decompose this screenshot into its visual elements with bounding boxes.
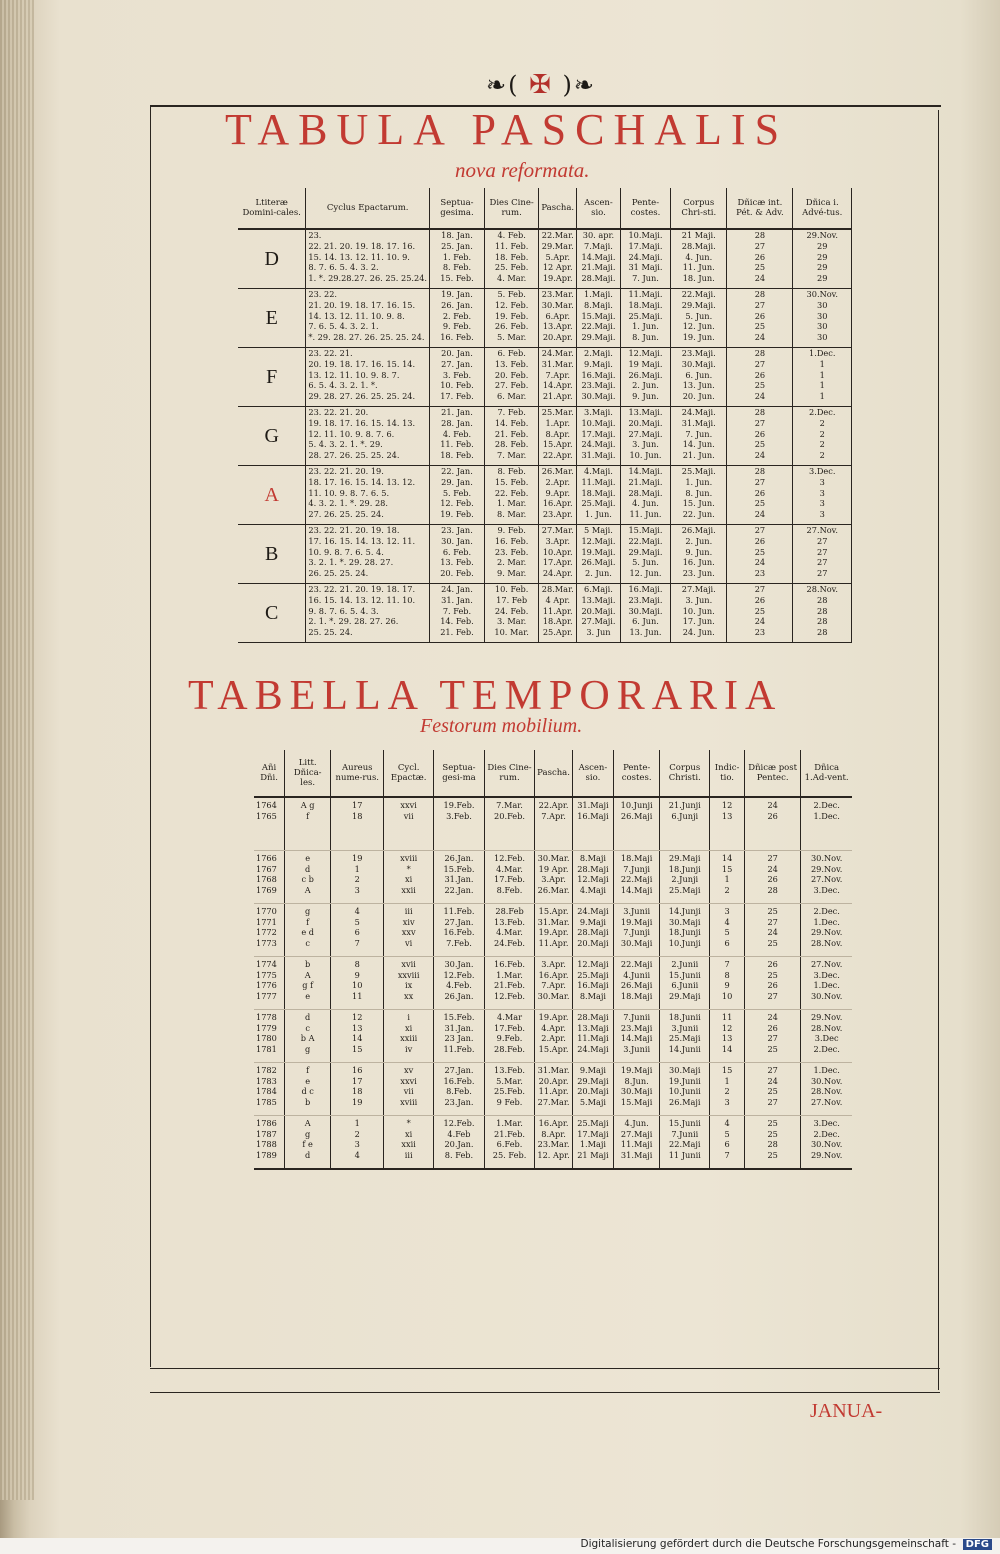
table-row [238, 289, 852, 348]
table-cell-adv: 2.Dec. 2 2 2 2 [793, 407, 852, 466]
table-cell-litt: e d c b A [285, 851, 331, 904]
table-cell-anni: 1766 1767 1768 1769 [254, 851, 285, 904]
table-cell-cycl: xvii xxviii ix xx [384, 957, 434, 1010]
table-cell-dom: 27 26 25 24 23 [727, 584, 793, 643]
table-cell-dom: 28 27 26 25 24 [727, 348, 793, 407]
cross-icon: ✠ [529, 70, 553, 100]
page-edges [0, 0, 34, 1500]
table-cell-anni: 1782 1783 1784 1785 [254, 1063, 285, 1116]
column-header: Septua-gesima. [430, 188, 485, 229]
table-row [254, 851, 852, 904]
table-cell-anni: 1786 1787 1788 1789 [254, 1116, 285, 1170]
column-header: Cyclus Epactarum. [306, 188, 430, 229]
table-cell-pent: 22.Maji 4.Junii 26.Maji 18.Maji [613, 957, 659, 1010]
table-cell-epact: 23. 22. 21. 20. 19. 18. 17. 16. 15. 14. 13. 12. 11. 10. 9. 8. 7. 6. 5. 4. 3. 2. 1. *. 29. 28. 27. 26. 25. 25. 24. [306, 407, 430, 466]
column-header: Pente-costes. [620, 188, 670, 229]
table-row [238, 584, 852, 643]
column-header: Septua-gesi-ma [434, 750, 485, 797]
table-cell-ind: 4 5 6 7 [710, 1116, 745, 1170]
table-cell-epact: 23. 22. 21. 20. 19. 18. 17. 16. 15. 14. 13. 12. 11. 10. 9. 8. 7. 6. 5. 4. 3. 2. 1. *. 29. 28. 27. 26. 25. 25. 24. [306, 348, 430, 407]
table-cell-aur: 1 2 3 4 [331, 1116, 384, 1170]
table-cell-pent: 13.Maji. 20.Maji. 27.Maji. 3. Jun. 10. Jun. [620, 407, 670, 466]
table-cell-cin: 6. Feb. 13. Feb. 20. Feb. 27. Feb. 6. Mar. [484, 348, 538, 407]
table-cell-corp: 22.Maji. 29.Maji. 5. Jun. 12. Jun. 19. Jun. [671, 289, 727, 348]
table-cell-asc: 8.Maji 28.Maji 12.Maji 4.Maji [572, 851, 613, 904]
dfg-logo: DFG [963, 1539, 992, 1550]
table2-subtitle: Festorum mobilium. [420, 715, 583, 737]
table-cell-corp: 24.Maji. 31.Maji. 7. Jun. 14. Jun. 21. Jun. [671, 407, 727, 466]
table-cell-asc: 31.Maji 16.Maji [572, 797, 613, 851]
table-cell-epact: 23. 22. 21. 20. 19. 18. 17. 16. 15. 14. 13. 12. 11. 10. 9. 8. 7. 6. 5. 4. 3. 2. 1. *. 29.28.27. 26. 25. 25.24. [306, 229, 430, 289]
table-cell-corp: 18.Junii 3.Junii 25.Maji 14.Junii [660, 1010, 710, 1063]
table-cell-pascha: 26.Mar. 2.Apr. 9.Apr. 16.Apr. 23.Apr. [539, 466, 577, 525]
table-cell-sept: 19.Feb. 3.Feb. [434, 797, 485, 851]
table-cell-cin: 8. Feb. 15. Feb. 22. Feb. 1. Mar. 8. Mar. [484, 466, 538, 525]
table-cell-corp: 29.Maji 18.Junji 2.Junji 25.Maji [660, 851, 710, 904]
table-row [254, 1116, 852, 1170]
table-cell-letter: A [238, 466, 306, 525]
table-cell-adv: 30.Nov. 29.Nov. 27.Nov. 3.Dec. [801, 851, 852, 904]
table-cell-sept: 26.Jan. 15.Feb. 31.Jan. 22.Jan. [434, 851, 485, 904]
table-cell-sept: 22. Jan. 29. Jan. 5. Feb. 12. Feb. 19. Feb. [430, 466, 485, 525]
table-cell-litt: A g f [285, 797, 331, 851]
column-header: Dies Cine-rum. [484, 188, 538, 229]
table-cell-sept: 23. Jan. 30. Jan. 6. Feb. 13. Feb. 20. Feb. [430, 525, 485, 584]
table-cell-anni: 1770 1771 1772 1773 [254, 904, 285, 957]
table-cell-sept: 30.Jan. 12.Feb. 4.Feb. 26.Jan. [434, 957, 485, 1010]
table-cell-dom: 25 25 28 25 [745, 1116, 801, 1170]
table-cell-pascha: 22.Apr. 7.Apr. [535, 797, 573, 851]
table-cell-dom: 26 25 26 27 [745, 957, 801, 1010]
table-cell-anni: 1778 1779 1780 1781 [254, 1010, 285, 1063]
table-cell-adv: 2.Dec. 1.Dec. 29.Nov. 28.Nov. [801, 904, 852, 957]
ornament-left: ❧( [485, 71, 520, 99]
table-cell-asc: 28.Maji 13.Maji 11.Maji 24.Maji [572, 1010, 613, 1063]
table-cell-cin: 10. Feb. 17. Feb 24. Feb. 3. Mar. 10. Mar. [484, 584, 538, 643]
table-cell-pent: 16.Maji. 23.Maji. 30.Maji. 6. Jun. 13. Jun. [620, 584, 670, 643]
table-cell-cin: 1.Mar. 21.Feb. 6.Feb. 25. Feb. [484, 1116, 534, 1170]
table-cell-corp: 21.Junji 6.Junji [660, 797, 710, 851]
temporal-table-header [254, 750, 852, 797]
table-cell-dom: 28 27 26 25 24 [727, 289, 793, 348]
table-cell-epact: 23. 22. 21. 20. 19. 18. 17. 16. 15. 14. 13. 12. 11. 10. 9. 8. 7. 6. 5. 4. 3. 2. 1. *. 29. 28. 27. 26. 25. 25. 24. [306, 525, 430, 584]
table-cell-dom: 28 27 26 25 24 [727, 407, 793, 466]
table-cell-cycl: xxvi vii [384, 797, 434, 851]
table-cell-letter: C [238, 584, 306, 643]
temporal-table [254, 750, 852, 1170]
column-header: Ascen-sio. [572, 750, 613, 797]
table2-title: TABELLA TEMPORARIA [188, 673, 783, 719]
table-cell-pascha: 3.Apr. 16.Apr. 7.Apr. 30.Mar. [535, 957, 573, 1010]
table-cell-cycl: i xi xxiii iv [384, 1010, 434, 1063]
paschal-table-header [238, 188, 852, 229]
table-row [238, 348, 852, 407]
column-header: Corpus Christi. [660, 750, 710, 797]
table-cell-pent: 12.Maji. 19 Maji. 26.Maji. 2. Jun. 9. Jun. [620, 348, 670, 407]
table-cell-pent: 7.Junii 23.Maji 14.Maji 3.Junii [613, 1010, 659, 1063]
table-cell-sept: 11.Feb. 27.Jan. 16.Feb. 7.Feb. [434, 904, 485, 957]
footer-bar [0, 1538, 1000, 1554]
table-cell-ind: 14 15 1 2 [710, 851, 745, 904]
table-row [254, 904, 852, 957]
table-cell-litt: b A g f e [285, 957, 331, 1010]
column-header: Pascha. [535, 750, 573, 797]
table-cell-cycl: iii xiv xxv vi [384, 904, 434, 957]
column-header: Cycl. Epactæ. [384, 750, 434, 797]
table-cell-adv: 3.Dec. 3 3 3 3 [793, 466, 852, 525]
column-header: Ascen-sio. [577, 188, 621, 229]
table-cell-aur: 16 17 18 19 [331, 1063, 384, 1116]
column-header: Pente-costes. [613, 750, 659, 797]
table-cell-asc: 5 Maji. 12.Maji. 19.Maji. 26.Maji. 2. Jun. [577, 525, 621, 584]
table-cell-cin: 28.Feb 13.Feb. 4.Mar. 24.Feb. [484, 904, 534, 957]
table-cell-pascha: 30.Mar. 19 Apr. 3.Apr. 26.Mar. [535, 851, 573, 904]
table-cell-pent: 15.Maji. 22.Maji. 29.Maji. 5. Jun. 12. Jun. [620, 525, 670, 584]
table-cell-aur: 12 13 14 15 [331, 1010, 384, 1063]
table1-subtitle: nova reformata. [455, 158, 590, 182]
table-cell-pent: 3.Junii 19.Maji 7.Junji 30.Maji [613, 904, 659, 957]
table-cell-corp: 2.Junii 15.Junii 6.Junii 29.Maji [660, 957, 710, 1010]
table-cell-ind: 7 8 9 10 [710, 957, 745, 1010]
table-cell-cin: 16.Feb. 1.Mar. 21.Feb. 12.Feb. [484, 957, 534, 1010]
table-cell-asc: 3.Maji. 10.Maji. 17.Maji. 24.Maji. 31.Maji. [577, 407, 621, 466]
table-cell-dom: 24 26 27 25 [745, 1010, 801, 1063]
table-cell-pascha: 22.Mar. 29.Mar. 5.Apr. 12 Apr. 19.Apr. [539, 229, 577, 289]
table-cell-asc: 9.Maji 29.Maji 20.Maji 5.Maji [572, 1063, 613, 1116]
table-cell-dom: 27 24 26 28 [745, 851, 801, 904]
table-cell-letter: D [238, 229, 306, 289]
table-cell-pent: 4.Jun. 27.Maji 11.Maji 31.Maji [613, 1116, 659, 1170]
table-cell-letter: E [238, 289, 306, 348]
table-row [238, 525, 852, 584]
catchword: JANUA- [810, 1400, 883, 1422]
table-cell-adv: 2.Dec. 1.Dec. [801, 797, 852, 851]
table-row [254, 797, 852, 851]
table-cell-dom: 28 27 26 25 24 [727, 229, 793, 289]
table-cell-dom: 27 26 25 24 23 [727, 525, 793, 584]
table-cell-anni: 1764 1765 [254, 797, 285, 851]
table-cell-adv: 27.Nov. 27 27 27 27 [793, 525, 852, 584]
table-cell-dom: 25 27 24 25 [745, 904, 801, 957]
table-cell-cin: 9. Feb. 16. Feb. 23. Feb. 2. Mar. 9. Mar. [484, 525, 538, 584]
table-cell-asc: 1.Maji. 8.Maji. 15.Maji. 22.Maji. 29.Maji. [577, 289, 621, 348]
table-cell-ind: 3 4 5 6 [710, 904, 745, 957]
table-cell-ind: 15 1 2 3 [710, 1063, 745, 1116]
table-cell-corp: 21 Maji. 28.Maji. 4. Jun. 11. Jun. 18. Jun. [671, 229, 727, 289]
table-cell-epact: 23. 22. 21. 20. 19. 18. 17. 16. 15. 14. 13. 12. 11. 10. 9. 8. 7. 6. 5. 4. 3. 2. 1. *. 29. 28. 27. 26. 25. 25. 24. [306, 584, 430, 643]
table-cell-pent: 19.Maji 8.Jun. 30.Maji 15.Maji [613, 1063, 659, 1116]
table-cell-asc: 2.Maji. 9.Maji. 16.Maji. 23.Maji. 30.Maji. [577, 348, 621, 407]
table-cell-sept: 24. Jan. 31. Jan. 7. Feb. 14. Feb. 21. Feb. [430, 584, 485, 643]
table-cell-adv: 3.Dec. 2.Dec. 30.Nov. 29.Nov. [801, 1116, 852, 1170]
table-row [238, 407, 852, 466]
table-cell-litt: f e d c b [285, 1063, 331, 1116]
ornament-right: )❧ [562, 71, 597, 99]
table-cell-cycl: * xi xxii iii [384, 1116, 434, 1170]
table-cell-corp: 23.Maji. 30.Maji. 6. Jun. 13. Jun. 20. Jun. [671, 348, 727, 407]
table1-title: TABULA PASCHALIS [225, 105, 789, 154]
table-cell-corp: 15.Junii 7.Junii 22.Maji 11 Junii [660, 1116, 710, 1170]
table-cell-cin: 4. Feb. 11. Feb. 18. Feb. 25. Feb. 4. Mar. [484, 229, 538, 289]
table-cell-pent: 10.Maji. 17.Maji. 24.Maji. 31 Maji. 7. Jun. [620, 229, 670, 289]
table-cell-asc: 4.Maji. 11.Maji. 18.Maji. 25.Maji. 1. Jun. [577, 466, 621, 525]
table-cell-letter: B [238, 525, 306, 584]
table-cell-sept: 18. Jan. 25. Jan. 1. Feb. 8. Feb. 15. Feb. [430, 229, 485, 289]
table-cell-pascha: 31.Mar. 20.Apr. 11.Apr. 27.Mar. [535, 1063, 573, 1116]
table-cell-cin: 4.Mar 17.Feb. 9.Feb. 28.Feb. [484, 1010, 534, 1063]
table-cell-ind: 11 12 13 14 [710, 1010, 745, 1063]
table-cell-cin: 7. Feb. 14. Feb. 21. Feb. 28. Feb. 7. Mar. [484, 407, 538, 466]
table-cell-pascha: 15.Apr. 31.Mar. 19.Apr. 11.Apr. [535, 904, 573, 957]
table-cell-cycl: xv xxvi vii xviii [384, 1063, 434, 1116]
column-header: Dies Cine-rum. [484, 750, 534, 797]
table-cell-cin: 5. Feb. 12. Feb. 19. Feb. 26. Feb. 5. Mar. [484, 289, 538, 348]
frame-bottom-rule-2 [150, 1392, 940, 1393]
table-cell-dom: 28 27 26 25 24 [727, 466, 793, 525]
table-cell-corp: 25.Maji. 1. Jun. 8. Jun. 15. Jun. 22. Jun. [671, 466, 727, 525]
table-cell-aur: 17 18 [331, 797, 384, 851]
frame-bottom-rule [150, 1368, 940, 1369]
table-cell-letter: G [238, 407, 306, 466]
table-cell-adv: 30.Nov. 30 30 30 30 [793, 289, 852, 348]
table-cell-sept: 20. Jan. 27. Jan. 3. Feb. 10. Feb. 17. Feb. [430, 348, 485, 407]
table-cell-adv: 29.Nov. 28.Nov. 3.Dec 2.Dec. [801, 1010, 852, 1063]
table-cell-dom: 27 24 25 27 [745, 1063, 801, 1116]
paschal-table [238, 188, 852, 643]
table-cell-pascha: 25.Mar. 1.Apr. 8.Apr. 15.Apr. 22.Apr. [539, 407, 577, 466]
table-cell-epact: 23. 22. 21. 20. 19. 18. 17. 16. 15. 14. 13. 12. 11. 10. 9. 8. 7. 6. 5. 4. 3. 2. 1. *. 29. 28. 27. 26. 25. 25. 24. [306, 466, 430, 525]
table-cell-epact: 23. 22. 21. 20. 19. 18. 17. 16. 15. 14. 13. 12. 11. 10. 9. 8. 7. 6. 5. 4. 3. 2. 1. *. 29. 28. 27. 26. 25. 25. 24. [306, 289, 430, 348]
table-cell-adv: 29.Nov. 29 29 29 29 [793, 229, 852, 289]
table-cell-asc: 24.Maji 9.Maji 28.Maji 20.Maji [572, 904, 613, 957]
table-cell-litt: d c b A g [285, 1010, 331, 1063]
table-cell-pent: 11.Maji. 18.Maji. 25.Maji. 1. Jun. 8. Jun. [620, 289, 670, 348]
table-row [254, 957, 852, 1010]
table-cell-pascha: 24.Mar. 31.Mar. 7.Apr. 14.Apr. 21.Apr. [539, 348, 577, 407]
column-header: Dñicæ int. Pét. & Adv. [727, 188, 793, 229]
table-cell-corp: 26.Maji. 2. Jun. 9. Jun. 16. Jun. 23. Jun. [671, 525, 727, 584]
table-cell-pascha: 23.Mar. 30.Mar. 6.Apr. 13.Apr. 20.Apr. [539, 289, 577, 348]
column-header: Pascha. [539, 188, 577, 229]
table-cell-asc: 6.Maji. 13.Maji. 20.Maji. 27.Maji. 3. Jun [577, 584, 621, 643]
column-header: Dñica 1.Ad-vent. [801, 750, 852, 797]
table-cell-litt: A g f e d [285, 1116, 331, 1170]
table-cell-anni: 1774 1775 1776 1777 [254, 957, 285, 1010]
column-header: Litt. Dñica-les. [285, 750, 331, 797]
table-cell-pent: 18.Maji 7.Junji 22.Maji 14.Maji [613, 851, 659, 904]
table-cell-asc: 12.Maji 25.Maji 16.Maji 8.Maji [572, 957, 613, 1010]
table-cell-sept: 27.Jan. 16.Feb. 8.Feb. 23.Jan. [434, 1063, 485, 1116]
column-header: Ltiteræ Domini-cales. [238, 188, 306, 229]
column-header: Corpus Chri-sti. [671, 188, 727, 229]
paschal-table-body [238, 229, 852, 643]
table-cell-asc: 25.Maji 17.Maji 1.Maji 21 Maji [572, 1116, 613, 1170]
table-cell-corp: 30.Maji 19.Junii 10.Junii 26.Maji [660, 1063, 710, 1116]
table-cell-corp: 14.Junji 30.Maji 18.Junji 10.Junji [660, 904, 710, 957]
table-cell-adv: 28.Nov. 28 28 28 28 [793, 584, 852, 643]
table-cell-cin: 13.Feb. 5.Mar. 25.Feb. 9 Feb. [484, 1063, 534, 1116]
table-cell-sept: 12.Feb. 4.Feb 20.Jan. 8. Feb. [434, 1116, 485, 1170]
table-cell-sept: 15.Feb. 31.Jan. 23 Jan. 11.Feb. [434, 1010, 485, 1063]
temporal-table-body [254, 797, 852, 1169]
table-cell-pascha: 19.Apr. 4.Apr. 2.Apr. 15.Apr. [535, 1010, 573, 1063]
table-row [238, 229, 852, 289]
table-cell-asc: 30. apr. 7.Maji. 14.Maji. 21.Maji. 28.Maji. [577, 229, 621, 289]
column-header: Dñica i. Advé-tus. [793, 188, 852, 229]
footer-credit: Digitalisierung gefördert durch die Deutsche Forschungsgemeinschaft - [580, 1538, 956, 1550]
table-cell-dom: 24 26 [745, 797, 801, 851]
frame-right-rule [938, 110, 939, 1390]
table-cell-cycl: xviii * xi xxii [384, 851, 434, 904]
table-cell-pascha: 27.Mar. 3.Apr. 10.Apr. 17.Apr. 24.Apr. [539, 525, 577, 584]
table-cell-pascha: 28.Mar. 4 Apr. 11.Apr. 18.Apr. 25.Apr. [539, 584, 577, 643]
table-cell-sept: 19. Jan. 26. Jan. 2. Feb. 9. Feb. 16. Feb. [430, 289, 485, 348]
header-ornament [446, 70, 636, 106]
table-cell-ind: 12 13 [710, 797, 745, 851]
table-cell-corp: 27.Maji. 3. Jun. 10. Jun. 17. Jun. 24. Jun. [671, 584, 727, 643]
table-cell-adv: 1.Dec. 1 1 1 1 [793, 348, 852, 407]
table-cell-sept: 21. Jan. 28. Jan. 4. Feb. 11. Feb. 18. Feb. [430, 407, 485, 466]
column-header: Indic-tio. [710, 750, 745, 797]
table-cell-pascha: 16.Apr. 8.Apr. 23.Mar. 12. Apr. [535, 1116, 573, 1170]
table-cell-aur: 4 5 6 7 [331, 904, 384, 957]
table-cell-adv: 1.Dec. 30.Nov. 28.Nov. 27.Nov. [801, 1063, 852, 1116]
table-cell-letter: F [238, 348, 306, 407]
column-header: Aureus nume-rus. [331, 750, 384, 797]
table-cell-pent: 14.Maji. 21.Maji. 28.Maji. 4. Jun. 11. Jun. [620, 466, 670, 525]
table-row [254, 1010, 852, 1063]
table-cell-aur: 19 1 2 3 [331, 851, 384, 904]
table-cell-litt: g f e d c [285, 904, 331, 957]
table-cell-pent: 10.Junji 26.Maji [613, 797, 659, 851]
table-row [254, 1063, 852, 1116]
table-cell-adv: 27.Nov. 3.Dec. 1.Dec. 30.Nov. [801, 957, 852, 1010]
column-header: Dñicæ post Pentec. [745, 750, 801, 797]
table-row [238, 466, 852, 525]
table-cell-cin: 7.Mar. 20.Feb. [484, 797, 534, 851]
table-cell-aur: 8 9 10 11 [331, 957, 384, 1010]
column-header: Añi Dñi. [254, 750, 285, 797]
table-cell-cin: 12.Feb. 4.Mar. 17.Feb. 8.Feb. [484, 851, 534, 904]
